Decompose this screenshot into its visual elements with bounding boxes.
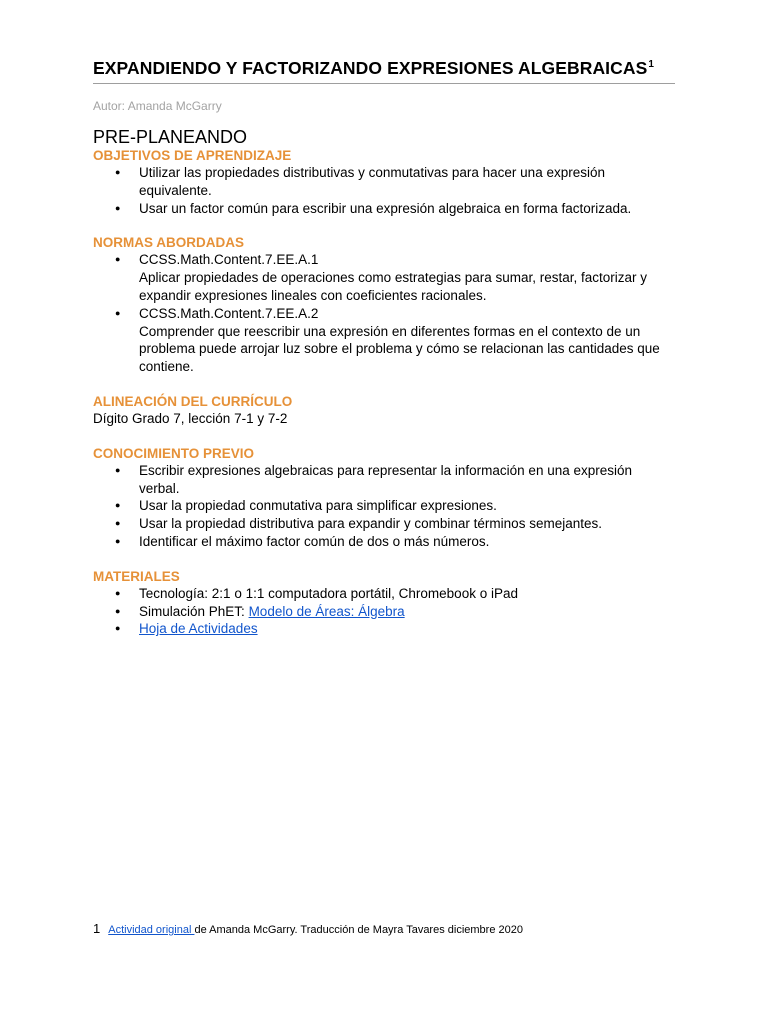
document-title bbox=[93, 58, 675, 84]
list-item bbox=[139, 251, 675, 304]
standard-code: ● CCSS.Math.Content.7.EE.A.2 bbox=[139, 305, 319, 321]
heading-objectives: OBJETIVOS DE APRENDIZAJE bbox=[93, 148, 292, 163]
author-line: Autor: Amanda McGarry bbox=[93, 99, 222, 113]
list-item: ● Usar un factor común para escribir una expresión algebraica en forma factorizada. bbox=[139, 200, 675, 218]
document-title-text: EXPANDIENDO Y FACTORIZANDO EXPRESIONES ALGEBRAICAS bbox=[93, 58, 648, 78]
simulation-link[interactable]: Modelo de Áreas: Álgebra bbox=[248, 603, 405, 619]
standard-description: Aplicar propiedades de operaciones como estrategias para sumar, restar, factorizar y expandir expresiones lineales con coeficientes racionales. bbox=[139, 270, 648, 303]
section-title-preplaneando: PRE-PLANEANDO bbox=[93, 127, 248, 147]
heading-materials: MATERIALES bbox=[93, 568, 180, 584]
list-item bbox=[139, 603, 675, 621]
list-item bbox=[139, 305, 675, 376]
standards-list bbox=[93, 251, 675, 376]
list-item: ● Usar la propiedad distributiva para expandir y combinar términos semejantes. bbox=[139, 515, 675, 533]
original-activity-link[interactable]: Actividad original bbox=[108, 924, 195, 936]
heading-curriculum: ALINEACIÓN DEL CURRÍCULO bbox=[93, 393, 293, 409]
list-item: ● Tecnología: 2:1 o 1:1 computadora portátil, Chromebook o iPad bbox=[139, 585, 675, 603]
heading-standards: NORMAS ABORDADAS bbox=[93, 235, 244, 251]
standard-description: Comprender que reescribir una expresión en diferentes formas en el contexto de un problema puede arrojar luz sobre el problema y cómo se relacionan las cantidades que contiene. bbox=[139, 323, 660, 375]
materials-list bbox=[93, 585, 675, 638]
objectives-list bbox=[93, 164, 675, 217]
heading-prior-knowledge: CONOCIMIENTO PREVIO bbox=[93, 445, 255, 461]
footnote-number: 1 bbox=[93, 921, 101, 936]
standard-code: ● CCSS.Math.Content.7.EE.A.1 bbox=[139, 252, 319, 268]
worksheet-link[interactable]: Hoja de Actividades bbox=[139, 621, 258, 637]
list-item: ● Escribir expresiones algebraicas para representar la información en una expresión verbal. bbox=[139, 462, 675, 498]
document-page bbox=[93, 58, 675, 638]
list-item: ● Identificar el máximo factor común de dos o más números. bbox=[139, 533, 675, 551]
footnote bbox=[93, 921, 523, 936]
footnote-text: de Amanda McGarry. Traducción de Mayra Tavares diciembre 2020 bbox=[194, 924, 523, 936]
list-item: ● Utilizar las propiedades distributivas y conmutativas para hacer una expresión equivalente. bbox=[139, 164, 675, 200]
curriculum-text: Dígito Grado 7, lección 7-1 y 7-2 bbox=[93, 410, 288, 426]
title-footnote-mark[interactable]: 1 bbox=[648, 59, 655, 70]
list-item bbox=[139, 620, 675, 638]
list-item: ● Usar la propiedad conmutativa para simplificar expresiones. bbox=[139, 497, 675, 515]
prior-knowledge-list bbox=[93, 462, 675, 551]
simulation-prefix: Simulación PhET: bbox=[139, 603, 249, 619]
